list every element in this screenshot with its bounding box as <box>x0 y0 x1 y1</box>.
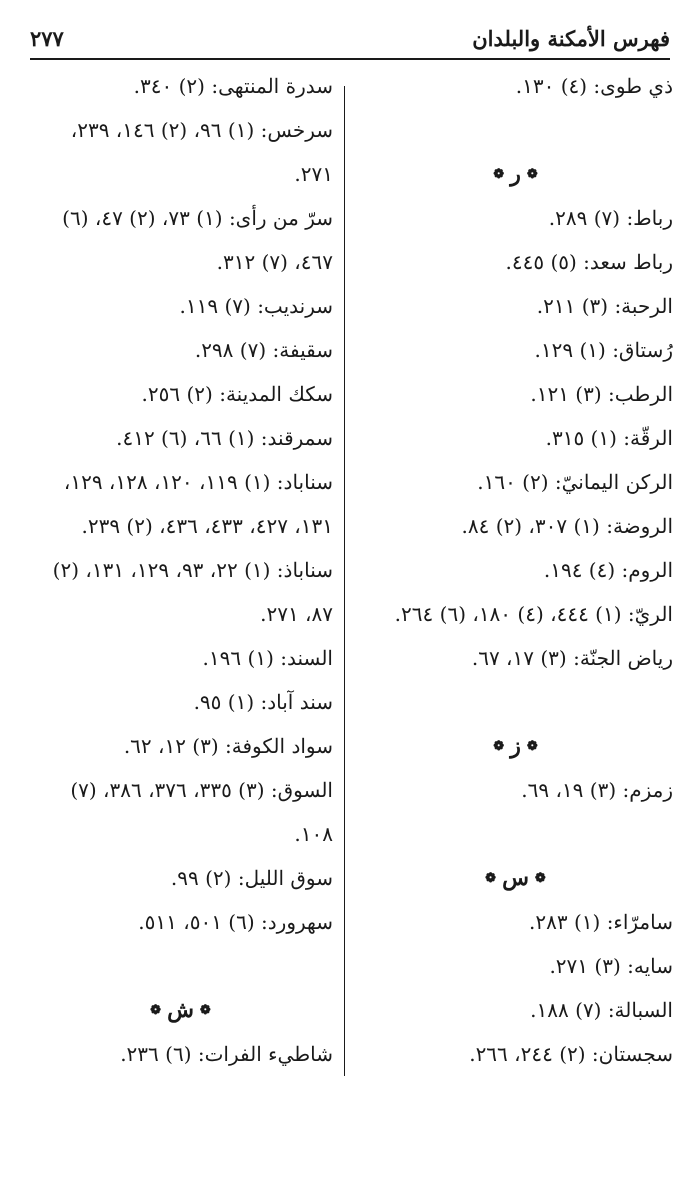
section-heading <box>358 724 673 768</box>
page-number: ٢٧٧ <box>30 25 64 51</box>
index-entry: السوق: (٣) ٣٣٥، ٣٧٦، ٣٨٦، (٧) <box>70 778 333 802</box>
section-heading <box>28 988 333 1032</box>
section-letter: س <box>502 865 529 891</box>
running-header <box>30 18 670 60</box>
index-entry: سكك المدينة: (٢) ٢٥٦. <box>141 382 333 406</box>
index-entry-continuation: ٤٦٧، (٧) ٣١٢. <box>216 250 333 274</box>
index-entry-continuation: ١٠٨. <box>294 822 333 846</box>
index-entry: رُستاق: (١) ١٢٩. <box>534 338 673 362</box>
index-column-right <box>358 64 673 1076</box>
ornament-icon: ❁ <box>526 167 538 182</box>
ornament-icon: ❁ <box>493 739 505 754</box>
index-entry: سرّ من رأى: (١) ٧٣، (٢) ٤٧، (٦) <box>62 206 333 230</box>
ornament-icon: ❁ <box>534 871 546 886</box>
header-title: فهرس الأمكنة والبلدان <box>472 25 670 51</box>
spacer <box>358 680 673 724</box>
index-entry: سوق الليل: (٢) ٩٩. <box>170 866 333 890</box>
index-entry: رياض الجنّة: (٣) ١٧، ٦٧. <box>471 646 673 670</box>
index-entry: سند آباد: (١) ٩٥. <box>193 690 333 714</box>
index-entry-continuation: ٢٧١. <box>294 162 333 186</box>
index-entry: شاطيء الفرات: (٦) ٢٣٦. <box>120 1042 333 1066</box>
ornament-icon: ❁ <box>485 871 497 886</box>
index-entry: زمزم: (٣) ١٩، ٦٩. <box>521 778 673 802</box>
index-entry: الروضة: (١) ٣٠٧، (٢) ٨٤. <box>461 514 673 538</box>
column-divider <box>344 86 345 1076</box>
index-entry: سرخس: (١) ٩٦، (٢) ١٤٦، ٢٣٩، <box>70 118 333 142</box>
index-entry: سامرّاء: (١) ٢٨٣. <box>529 910 673 934</box>
index-entry-continuation: ١٣١، ٤٢٧، ٤٣٣، ٤٣٦، (٢) ٢٣٩. <box>81 514 333 538</box>
index-entry: سهرورد: (٦) ٥٠١، ٥١١. <box>138 910 333 934</box>
index-entry-continuation: ٨٧، ٢٧١. <box>260 602 333 626</box>
section-heading <box>358 152 673 196</box>
index-entry: الرحبة: (٣) ٢١١. <box>536 294 673 318</box>
spacer <box>358 812 673 856</box>
index-entry: سايه: (٣) ٢٧١. <box>549 954 673 978</box>
section-letter: ش <box>167 997 194 1023</box>
index-entry: سواد الكوفة: (٣) ١٢، ٦٢. <box>123 734 333 758</box>
index-entry: سرنديب: (٧) ١١٩. <box>179 294 333 318</box>
section-heading <box>358 856 673 900</box>
index-entry: السند: (١) ١٩٦. <box>202 646 333 670</box>
index-entry: رباط سعد: (٥) ٤٤٥. <box>505 250 673 274</box>
index-entry: الركن اليمانيّ: (٢) ١٦٠. <box>477 470 673 494</box>
ornament-icon: ❁ <box>493 167 505 182</box>
index-entry: الروم: (٤) ١٩٤. <box>543 558 673 582</box>
index-entry: سمرقند: (١) ٦٦، (٦) ٤١٢. <box>116 426 333 450</box>
index-entry: السبالة: (٧) ١٨٨. <box>530 998 673 1022</box>
index-entry: الرطب: (٣) ١٢١. <box>530 382 673 406</box>
spacer <box>358 108 673 152</box>
ornament-icon: ❁ <box>199 1003 211 1018</box>
index-entry: سناباد: (١) ١١٩، ١٢٠، ١٢٨، ١٢٩، <box>63 470 333 494</box>
index-entry: الريّ: (١) ٤٤٤، (٤) ١٨٠، (٦) ٢٦٤. <box>394 602 673 626</box>
index-entry: سناباذ: (١) ٢٢، ٩٣، ١٢٩، ١٣١، (٢) <box>52 558 333 582</box>
ornament-icon: ❁ <box>526 739 538 754</box>
index-entry: رباط: (٧) ٢٨٩. <box>548 206 673 230</box>
index-entry: سقيفة: (٧) ٢٩٨. <box>194 338 333 362</box>
section-letter: ر <box>510 161 521 187</box>
index-entry: الرقّة: (١) ٣١٥. <box>545 426 673 450</box>
index-entry: سجستان: (٢) ٢٤٤، ٢٦٦. <box>469 1042 673 1066</box>
index-column-left <box>28 64 333 1076</box>
spacer <box>28 944 333 988</box>
index-entry: ذي طوى: (٤) ١٣٠. <box>515 74 673 98</box>
ornament-icon: ❁ <box>150 1003 162 1018</box>
section-letter: ز <box>510 733 521 759</box>
index-entry: سدرة المنتهى: (٢) ٣٤٠. <box>133 74 333 98</box>
